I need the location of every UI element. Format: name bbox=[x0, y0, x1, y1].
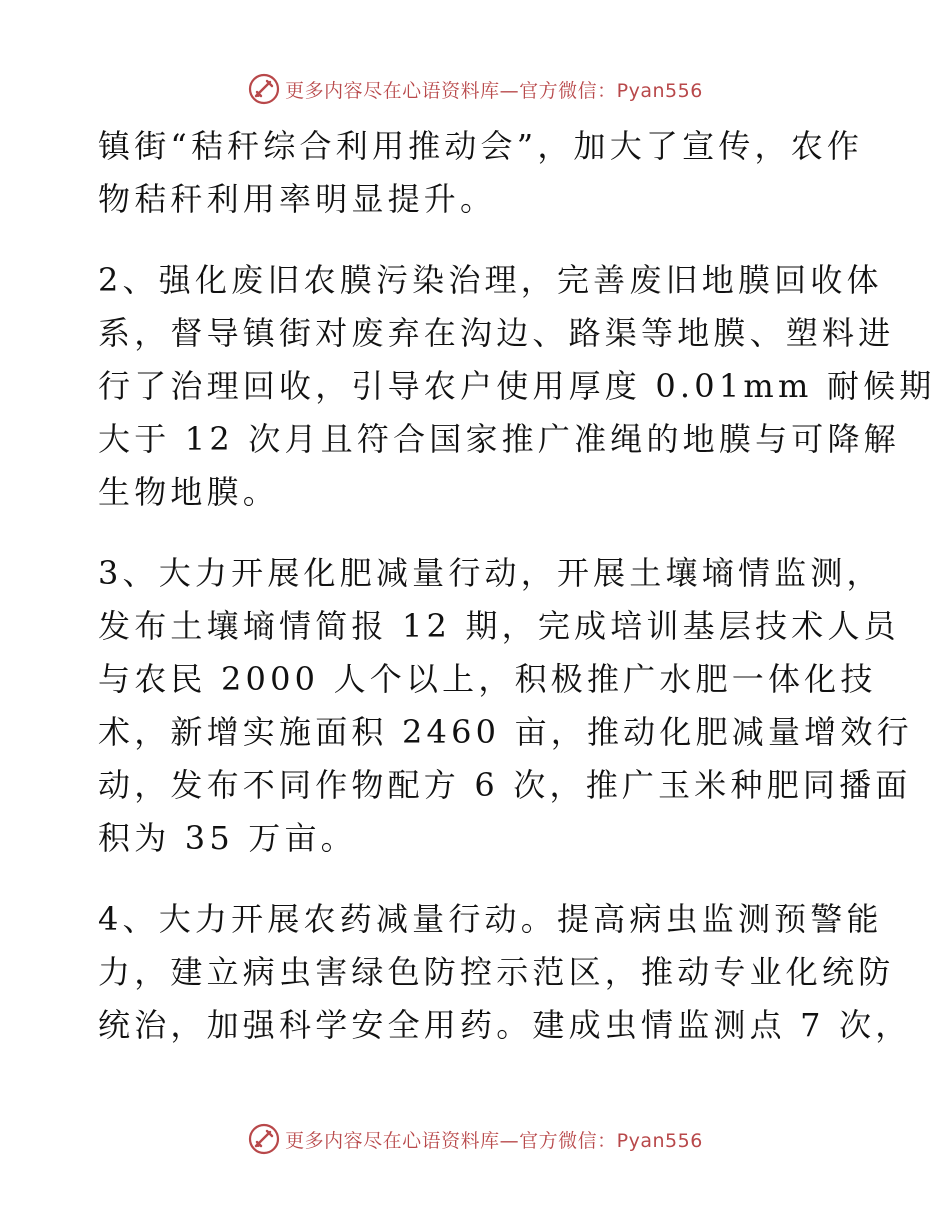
text-line: 2、强化废旧农膜污染治理，完善废旧地膜回收体 bbox=[98, 261, 883, 299]
watermark-text: 更多内容尽在心语资料库—官方微信：Pyan556 bbox=[285, 1129, 703, 1152]
paragraph-3 bbox=[98, 547, 913, 865]
text-line: 积为 35 万亩。 bbox=[98, 819, 357, 857]
paragraph-4 bbox=[98, 893, 912, 1052]
document-body bbox=[98, 120, 936, 1052]
text-line: 物秸秆利用率明显提升。 bbox=[98, 180, 497, 218]
watermark-text: 更多内容尽在心语资料库—官方微信：Pyan556 bbox=[285, 79, 703, 102]
text-line: 镇街“秸秆综合利用推动会”，加大了宣传，农作 bbox=[98, 127, 864, 165]
text-line: 发布土壤墒情简报 12 期，完成培训基层技术人员 bbox=[98, 607, 900, 645]
text-line: 大于 12 次月且符合国家推广准绳的地膜与可降解 bbox=[98, 420, 900, 458]
logo-icon bbox=[247, 1122, 281, 1156]
text-line: 4、大力开展农药减量行动。提高病虫监测预警能 bbox=[98, 900, 883, 938]
paragraph-2 bbox=[98, 254, 936, 519]
text-line: 系，督导镇街对废弃在沟边、路渠等地膜、塑料进 bbox=[98, 314, 895, 352]
text-line: 动，发布不同作物配方 6 次，推广玉米种肥同播面 bbox=[98, 766, 912, 804]
logo-icon bbox=[247, 72, 281, 106]
footer-watermark bbox=[0, 1122, 950, 1156]
text-line: 与农民 2000 人个以上，积极推广水肥一体化技 bbox=[98, 660, 877, 698]
text-line: 3、大力开展化肥减量行动，开展土壤墒情监测， bbox=[98, 554, 883, 592]
text-line: 行了治理回收，引导农户使用厚度 0.01mm 耐候期 bbox=[98, 367, 936, 405]
header-watermark bbox=[0, 72, 950, 106]
text-line: 生物地膜。 bbox=[98, 473, 280, 511]
text-line: 术，新增实施面积 2460 亩，推动化肥减量增效行 bbox=[98, 713, 913, 751]
text-line: 力，建立病虫害绿色防控示范区，推动专业化统防 bbox=[98, 953, 895, 991]
paragraph-1 bbox=[98, 120, 868, 226]
text-line: 统治，加强科学安全用药。建成虫情监测点 7 次， bbox=[98, 1006, 912, 1044]
